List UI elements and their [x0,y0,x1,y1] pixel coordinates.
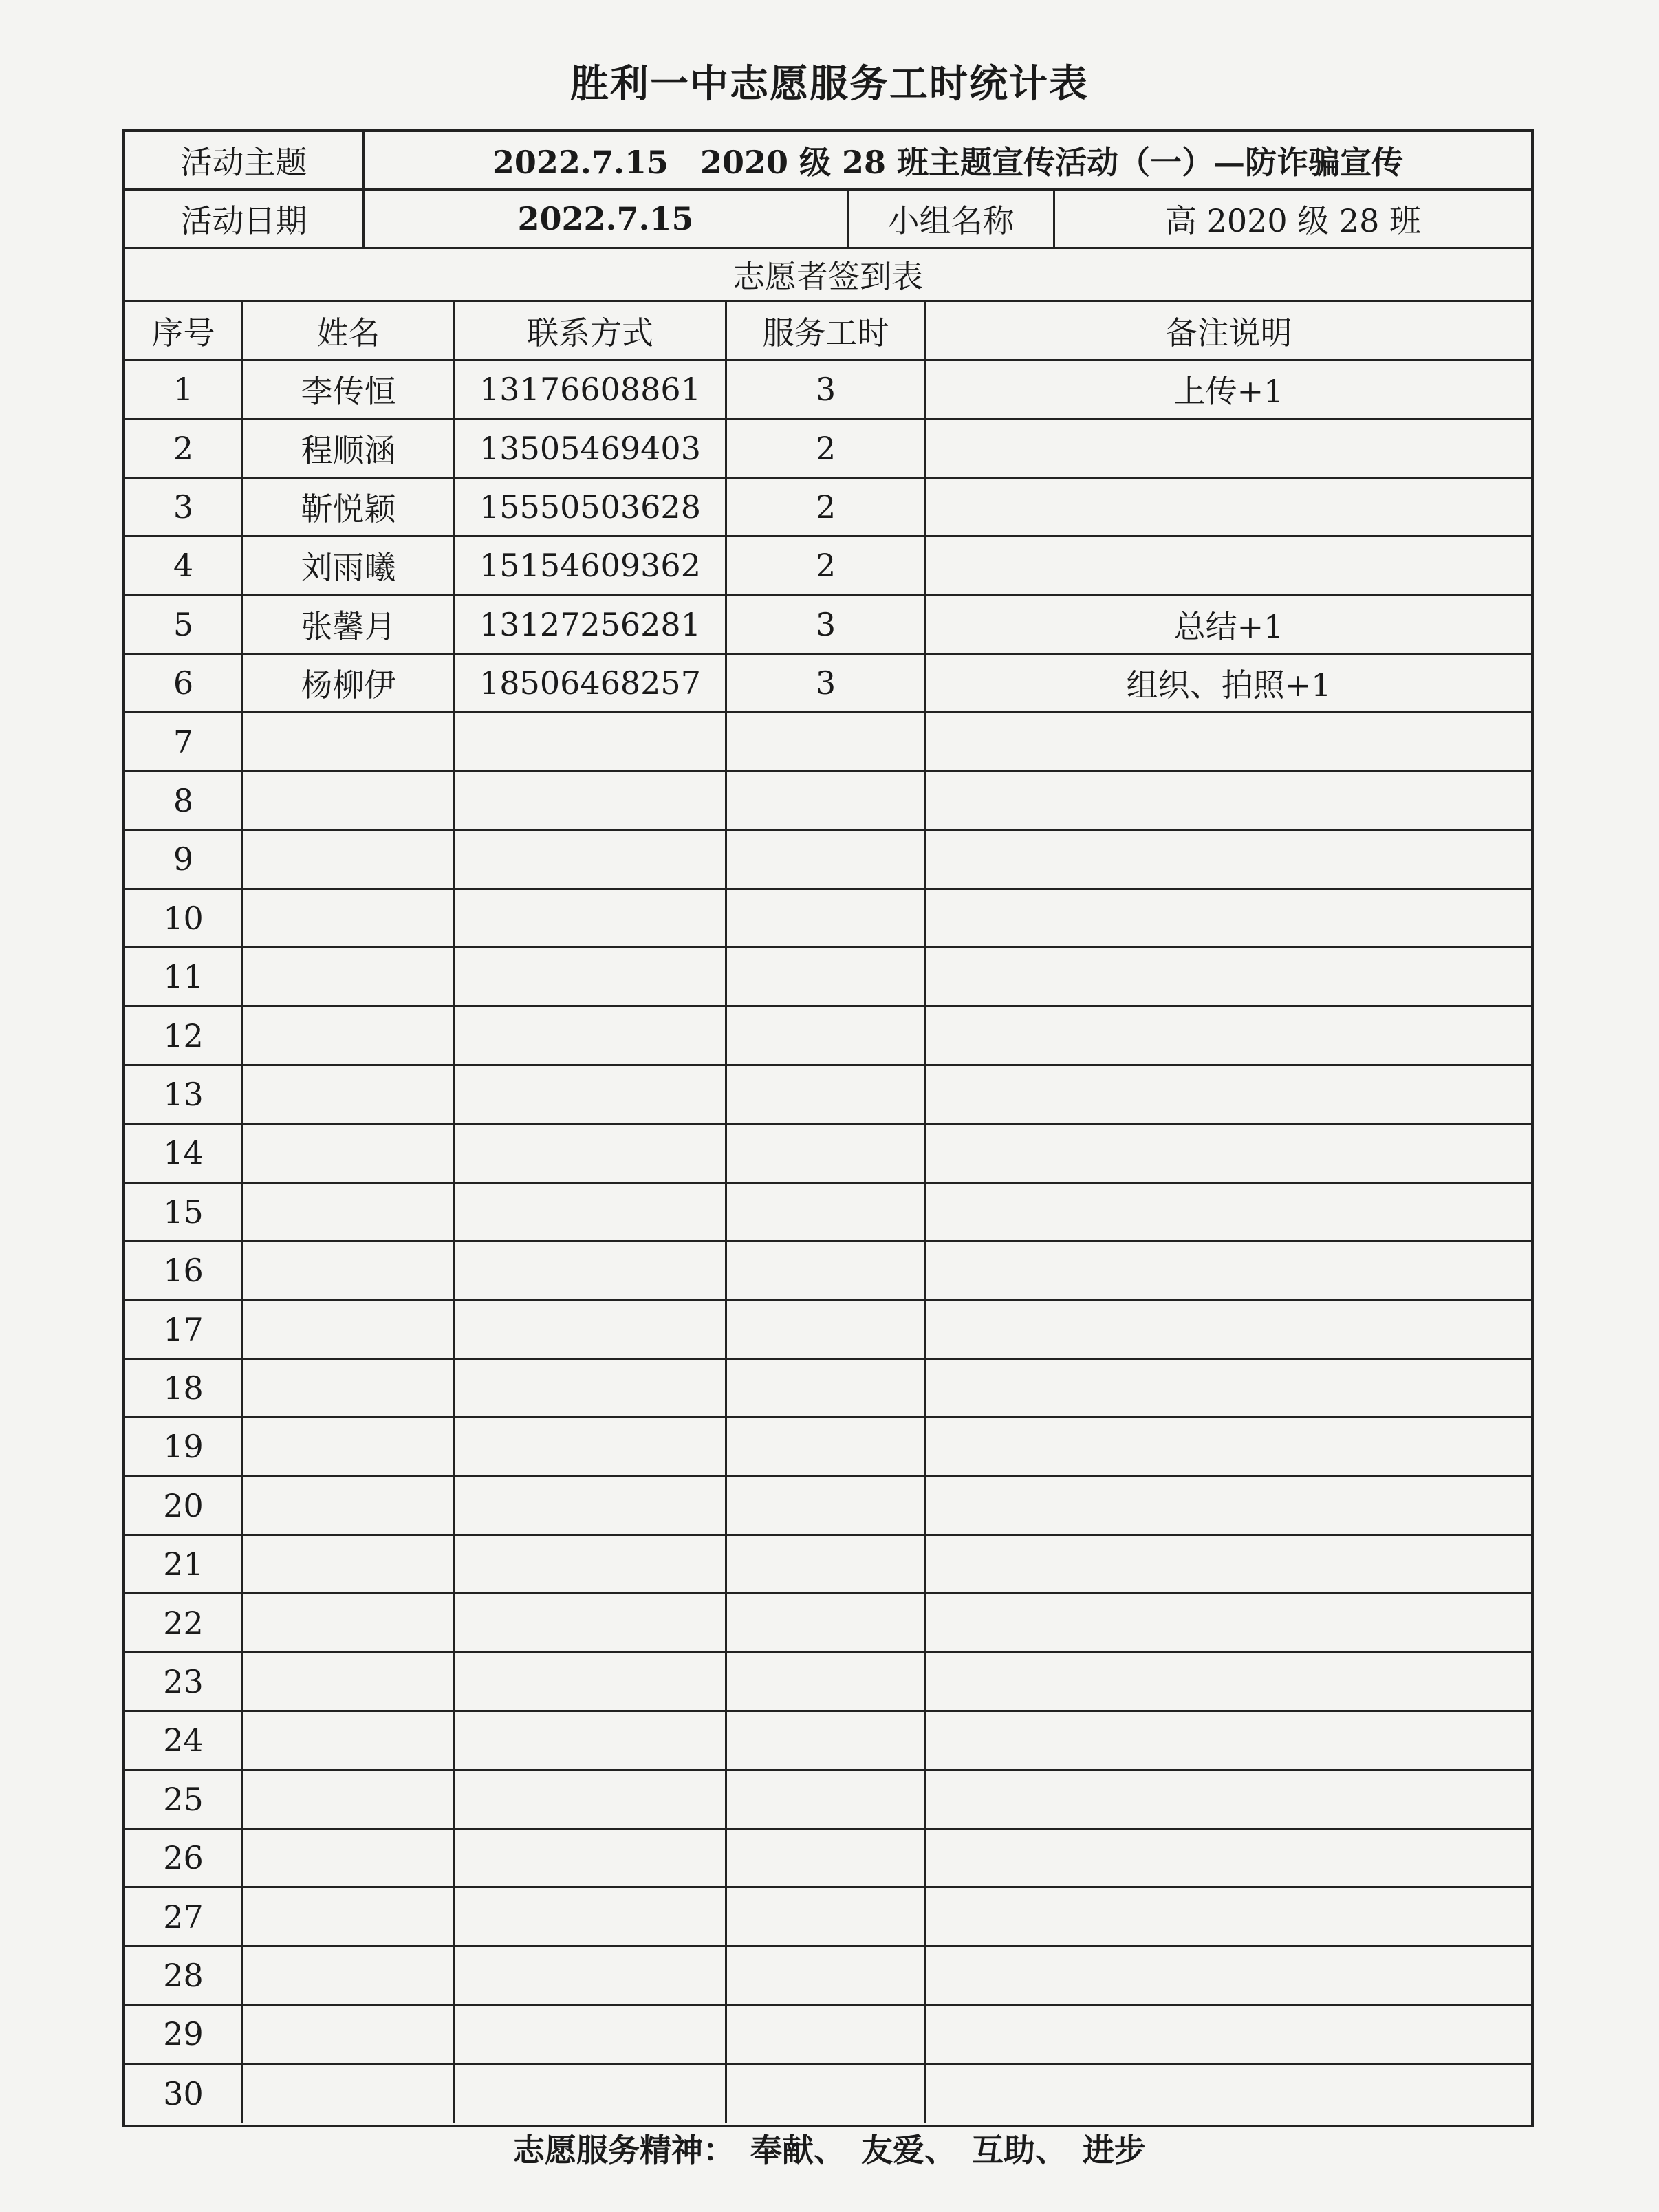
row-remarks [926,479,1531,535]
row-name [243,1594,455,1651]
col-header-index: 序号 [125,302,243,359]
row-hours: 3 [727,655,926,711]
table-row [125,890,1531,948]
row-contact [455,1830,727,1886]
group-value: 高 2020 级 28 班 [1164,202,1422,239]
row-hours [727,890,926,946]
row-name [243,1184,455,1240]
row-contact [455,890,727,946]
row-hours [727,1125,926,1181]
row-remarks [926,831,1531,887]
row-hours [727,831,926,887]
row-name [243,1888,455,1944]
table-row [125,1007,1531,1065]
table-row [125,479,1531,537]
row-remarks [926,420,1531,476]
table-row [125,1184,1531,1242]
row-remarks [926,1301,1531,1357]
row-remarks: 总结+1 [1173,607,1284,645]
table-row [125,831,1531,889]
row-hours [727,1360,926,1416]
row-contact [455,1477,727,1534]
row-contact [455,1418,727,1475]
row-contact [455,1007,727,1063]
row-name: 靳悦颖 [243,479,455,535]
row-remarks [926,1888,1531,1944]
row-hours [727,772,926,829]
row-contact [455,1536,727,1592]
row-hours: 3 [727,596,926,653]
row-contact: 18506468257 [455,655,727,711]
row-name [243,1125,455,1181]
row-index: 3 [125,479,243,535]
col-header-name: 姓名 [243,302,455,359]
row-hours: 2 [727,537,926,594]
col-header-contact: 联系方式 [455,302,727,359]
row-index: 13 [125,1066,243,1123]
table-row [125,361,1531,420]
topic-label: 活动主题 [125,132,365,188]
row-name: 张馨月 [243,596,455,653]
row-hours [727,1301,926,1357]
group-label: 小组名称 [849,191,1055,247]
row-hours [727,948,926,1005]
row-hours [727,1947,926,2004]
row-hours [727,1477,926,1534]
row-name [243,2006,455,2062]
row-contact [455,1242,727,1299]
row-contact: 15550503628 [455,479,727,535]
row-contact [455,1712,727,1768]
table-row [125,1594,1531,1653]
row-contact [455,1888,727,1944]
table-row [125,596,1531,655]
row-remarks [926,1360,1531,1416]
row-name: 刘雨曦 [243,537,455,594]
row-contact [455,1360,727,1416]
row-index: 28 [125,1947,243,2004]
row-name [243,1830,455,1886]
row-index: 7 [125,713,243,770]
row-hours [727,1771,926,1828]
row-index: 16 [125,1242,243,1299]
row-index: 8 [125,772,243,829]
row-remarks [926,2065,1531,2123]
row-remarks: 组织、拍照+1 [1126,666,1332,704]
row-remarks [926,1536,1531,1592]
row-index: 1 [125,361,243,418]
row-remarks: 上传+1 [1173,373,1284,411]
row-index: 22 [125,1594,243,1651]
row-hours [727,1888,926,1944]
row-contact: 15154609362 [455,537,727,594]
row-remarks [926,1653,1531,1710]
row-remarks [926,1947,1531,2004]
row-index: 24 [125,1712,243,1768]
row-index: 15 [125,1184,243,1240]
row-hours [727,1830,926,1886]
row-hours [727,1653,926,1710]
table-row [125,1947,1531,2006]
row-index: 25 [125,1771,243,1828]
row-index: 2 [125,420,243,476]
row-hours [727,1712,926,1768]
row-remarks [926,1125,1531,1181]
row-name [243,1007,455,1063]
row-remarks [926,772,1531,829]
row-name [243,1536,455,1592]
table-row [125,1301,1531,1359]
row-remarks [926,1830,1531,1886]
row-hours: 2 [727,420,926,476]
row-name [243,1418,455,1475]
row-index: 4 [125,537,243,594]
table-row [125,1712,1531,1770]
row-contact [455,1771,727,1828]
row-remarks [926,537,1531,594]
row-contact: 13127256281 [455,596,727,653]
row-name [243,1712,455,1768]
row-hours [727,1007,926,1063]
table-row [125,772,1531,831]
table-row [125,1477,1531,1536]
row-index: 6 [125,655,243,711]
row-remarks [926,713,1531,770]
row-index: 20 [125,1477,243,1534]
row-contact [455,713,727,770]
row-hours [727,713,926,770]
row-name: 程顺涵 [243,420,455,476]
row-remarks [926,1242,1531,1299]
topic-value: 2022.7.15 2020 级 28 班主题宣传活动（一）—防诈骗宣传 [492,144,1404,181]
signin-title: 志愿者签到表 [733,258,923,295]
table-row [125,1771,1531,1830]
row-index: 5 [125,596,243,653]
col-header-hours: 服务工时 [727,302,926,359]
row-remarks [926,1594,1531,1651]
row-name [243,890,455,946]
table-row [125,2006,1531,2064]
row-name [243,1301,455,1357]
row-hours [727,2006,926,2062]
row-contact: 13505469403 [455,420,727,476]
row-index: 21 [125,1536,243,1592]
topic-row [125,132,1531,191]
row-remarks [926,1007,1531,1063]
table-row [125,1536,1531,1594]
row-name [243,831,455,887]
row-name [243,713,455,770]
footer-motto: 志愿服务精神： 奉献、 友爱、 互助、 进步 [513,2132,1146,2169]
table-row [125,1888,1531,1947]
row-name [243,1771,455,1828]
table-row [125,537,1531,596]
table-row [125,713,1531,772]
date-label: 活动日期 [125,191,365,247]
row-remarks [926,1184,1531,1240]
row-hours [727,1184,926,1240]
volunteer-hours-table [122,129,1534,2127]
row-index: 18 [125,1360,243,1416]
row-index: 30 [125,2065,243,2123]
row-remarks [926,1418,1531,1475]
row-contact [455,2006,727,2062]
row-remarks [926,1771,1531,1828]
row-contact [455,2065,727,2123]
row-remarks [926,1712,1531,1768]
row-name [243,2065,455,2123]
row-name [243,1947,455,2004]
row-contact [455,772,727,829]
column-header-row [125,302,1531,361]
row-index: 12 [125,1007,243,1063]
row-contact [455,1184,727,1240]
col-header-remarks: 备注说明 [1165,314,1292,351]
row-contact [455,948,727,1005]
row-index: 9 [125,831,243,887]
row-name [243,1242,455,1299]
row-contact [455,831,727,887]
table-row [125,1360,1531,1418]
table-row [125,1418,1531,1477]
row-name [243,948,455,1005]
row-name [243,1477,455,1534]
table-row [125,420,1531,478]
table-row [125,1066,1531,1125]
row-contact [455,1066,727,1123]
row-name [243,1066,455,1123]
row-hours [727,2065,926,2123]
row-index: 11 [125,948,243,1005]
row-contact [455,1947,727,2004]
row-remarks [926,2006,1531,2062]
row-hours [727,1418,926,1475]
row-name: 李传恒 [243,361,455,418]
date-value: 2022.7.15 [365,191,849,247]
date-group-row [125,191,1531,249]
table-row [125,1242,1531,1301]
signin-title-row [125,249,1531,302]
table-row [125,2065,1531,2123]
row-remarks [926,890,1531,946]
row-name [243,1360,455,1416]
row-hours [727,1536,926,1592]
row-name: 杨柳伊 [243,655,455,711]
row-name [243,1653,455,1710]
page-title: 胜利一中志愿服务工时统计表 [570,62,1089,107]
row-index: 14 [125,1125,243,1181]
row-hours [727,1594,926,1651]
row-remarks [926,1066,1531,1123]
table-row [125,1125,1531,1183]
row-hours [727,1066,926,1123]
row-hours: 3 [727,361,926,418]
row-index: 10 [125,890,243,946]
row-contact [455,1125,727,1181]
table-row [125,1830,1531,1888]
row-remarks [926,948,1531,1005]
row-index: 19 [125,1418,243,1475]
table-row [125,655,1531,713]
row-index: 23 [125,1653,243,1710]
row-index: 17 [125,1301,243,1357]
row-contact [455,1594,727,1651]
row-hours: 2 [727,479,926,535]
row-contact [455,1301,727,1357]
table-row [125,948,1531,1007]
row-index: 27 [125,1888,243,1944]
row-name [243,772,455,829]
row-hours [727,1242,926,1299]
row-index: 26 [125,1830,243,1886]
row-contact: 13176608861 [455,361,727,418]
table-row [125,1653,1531,1712]
row-remarks [926,1477,1531,1534]
row-index: 29 [125,2006,243,2062]
row-contact [455,1653,727,1710]
